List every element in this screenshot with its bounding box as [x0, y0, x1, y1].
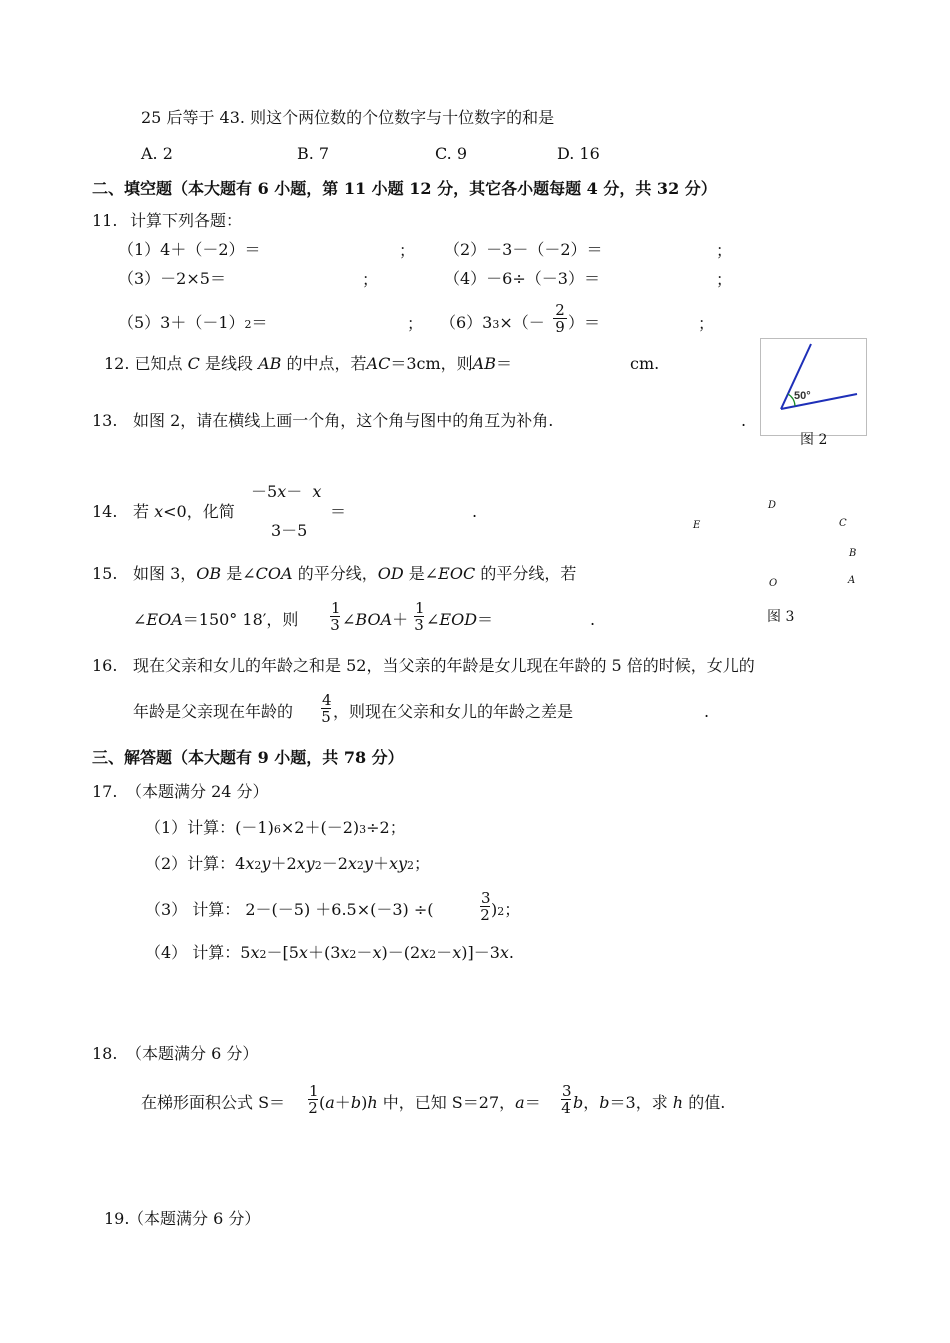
- q11-part1-semicolon: ；: [399, 241, 416, 260]
- q19-score: （本题满分 6 分）: [128, 1209, 261, 1228]
- q11-part3-semicolon: ；: [362, 270, 379, 289]
- q18-fraction-half: $\frac{1}{2}$: [308, 1082, 319, 1117]
- q17-sub3-tail: )2；: [491, 900, 521, 919]
- q16-line1: 现在父亲和女儿的年龄之和是 52，当父亲的年龄是女儿现在年龄的 5 倍的时候，女儿的: [133, 656, 755, 675]
- section-3-title: 三、解答题（本大题有 9 小题，共 78 分）: [92, 748, 404, 767]
- q16-end: .: [704, 702, 710, 721]
- q14-denominator: 3－5: [271, 521, 308, 540]
- q11-part5: （5）3＋（－1）2＝: [118, 313, 268, 332]
- q17-score: （本题满分 24 分）: [126, 782, 269, 801]
- q13-blank-end: .: [741, 411, 747, 430]
- fig3-label-o: O: [769, 578, 778, 589]
- q11-number: 11.: [92, 211, 118, 230]
- q19-number: 19.: [104, 1209, 130, 1228]
- q17-sub1: （1）计算：(－1)6×2＋(－2)3÷2；: [145, 818, 406, 837]
- q11-part6: （6）33×（－: [440, 313, 545, 332]
- q18-text-mid: (a＋b)h 中，已知 S＝27，a＝: [319, 1093, 541, 1112]
- q16-fraction: $\frac{4}{5}$: [321, 691, 332, 726]
- q11-part1: （1）4＋（－2）＝: [118, 240, 261, 259]
- q17-sub3: （3） 计算： 2－(－5) ＋6.5×(－3) ÷(: [145, 900, 434, 919]
- q11-part6-semicolon: ；: [698, 314, 715, 333]
- q15-number: 15.: [92, 564, 118, 583]
- fig3-label-e: E: [693, 520, 701, 531]
- section-2-title: 二、填空题（本大题有 6 小题，第 11 小题 12 分，其它各小题每题 4 分，共 32 分）: [92, 179, 717, 198]
- q11-part3: （3）－2×5＝: [118, 269, 226, 288]
- q15-line2-start: ∠EOA＝150° 18′，则: [133, 610, 299, 629]
- q15-end: .: [590, 610, 596, 629]
- angle-50-diagram: [761, 339, 866, 435]
- q11-part6-fraction: $\frac{2}{9}$: [553, 302, 567, 335]
- q17-sub2: （2）计算：4x2y＋2xy2－2x2y＋xy2；: [145, 854, 431, 873]
- q18-text-start: 在梯形面积公式 S＝: [141, 1093, 286, 1112]
- q11-part2: （2）－3－（－2）＝: [444, 240, 603, 259]
- q12-unit: cm.: [630, 354, 660, 373]
- q13-text: 如图 2，请在横线上画一个角，这个角与图中的角互为补角.: [133, 411, 554, 430]
- q14-text: 若 x<0，化简: [133, 502, 235, 521]
- figure-3-caption: 图 3: [767, 609, 795, 625]
- q11-part4-semicolon: ；: [716, 270, 733, 289]
- q15-fraction-1: $\frac{1}{3}$: [330, 599, 341, 634]
- q16-number: 16.: [92, 656, 118, 675]
- q15-bisector-terms: ∠BOA＋: [342, 610, 409, 629]
- q10-option-b: B. 7: [297, 144, 330, 163]
- q18-number: 18.: [92, 1044, 118, 1063]
- fig3-label-d: D: [768, 500, 777, 511]
- q18-score: （本题满分 6 分）: [126, 1044, 259, 1063]
- q10-option-c: C. 9: [435, 144, 468, 163]
- q17-sub4: （4） 计算：5x2－[5x＋(3x2－x)－(2x2－x)]－3x.: [145, 943, 515, 962]
- q16-line2-end: ，则现在父亲和女儿的年龄之差是: [333, 702, 574, 721]
- q11-part4: （4）－6÷（－3）＝: [444, 269, 600, 288]
- q15-line2-end: ∠EOD＝: [426, 610, 494, 629]
- q10-continuation: 25 后等于 43. 则这个两位数的个位数字与十位数字的和是: [141, 108, 555, 127]
- q15-fraction-2: $\frac{1}{3}$: [414, 599, 425, 634]
- q16-line2-start: 年龄是父亲现在年龄的: [133, 702, 294, 721]
- q14-number: 14.: [92, 502, 118, 521]
- figure-2: [760, 338, 867, 436]
- q17-number: 17.: [92, 782, 118, 801]
- fig3-label-a: A: [848, 575, 856, 586]
- q18-text-end: b，b＝3，求 h 的值.: [573, 1093, 726, 1112]
- q10-option-a: A. 2: [141, 144, 173, 163]
- figure-2-caption: 图 2: [800, 432, 828, 448]
- fig2-angle-label: 50°: [794, 390, 811, 402]
- q10-option-d: D. 16: [557, 144, 600, 163]
- q15-line1: 如图 3，OB 是∠COA 的平分线，OD 是∠EOC 的平分线，若: [133, 564, 577, 583]
- q11-part2-semicolon: ；: [716, 241, 733, 260]
- q13-number: 13.: [92, 411, 118, 430]
- q11-text: 计算下列各题：: [130, 211, 243, 230]
- q14-numerator: －5x－ x: [251, 482, 322, 501]
- fig3-label-b: B: [849, 548, 857, 559]
- q12-text: 12. 已知点 C 是线段 AB 的中点，若AC＝3cm，则AB＝: [104, 354, 512, 373]
- q17-sub3-fraction: $\frac{3}{2}$: [480, 889, 491, 924]
- fig3-label-c: C: [839, 518, 847, 529]
- q11-part6-tail: ）＝: [568, 313, 601, 332]
- q14-end: .: [472, 502, 478, 521]
- q18-fraction-three-quarters: $\frac{3}{4}$: [561, 1082, 572, 1117]
- q14-equals: ＝: [330, 502, 347, 521]
- q11-part5-semicolon: ；: [407, 314, 424, 333]
